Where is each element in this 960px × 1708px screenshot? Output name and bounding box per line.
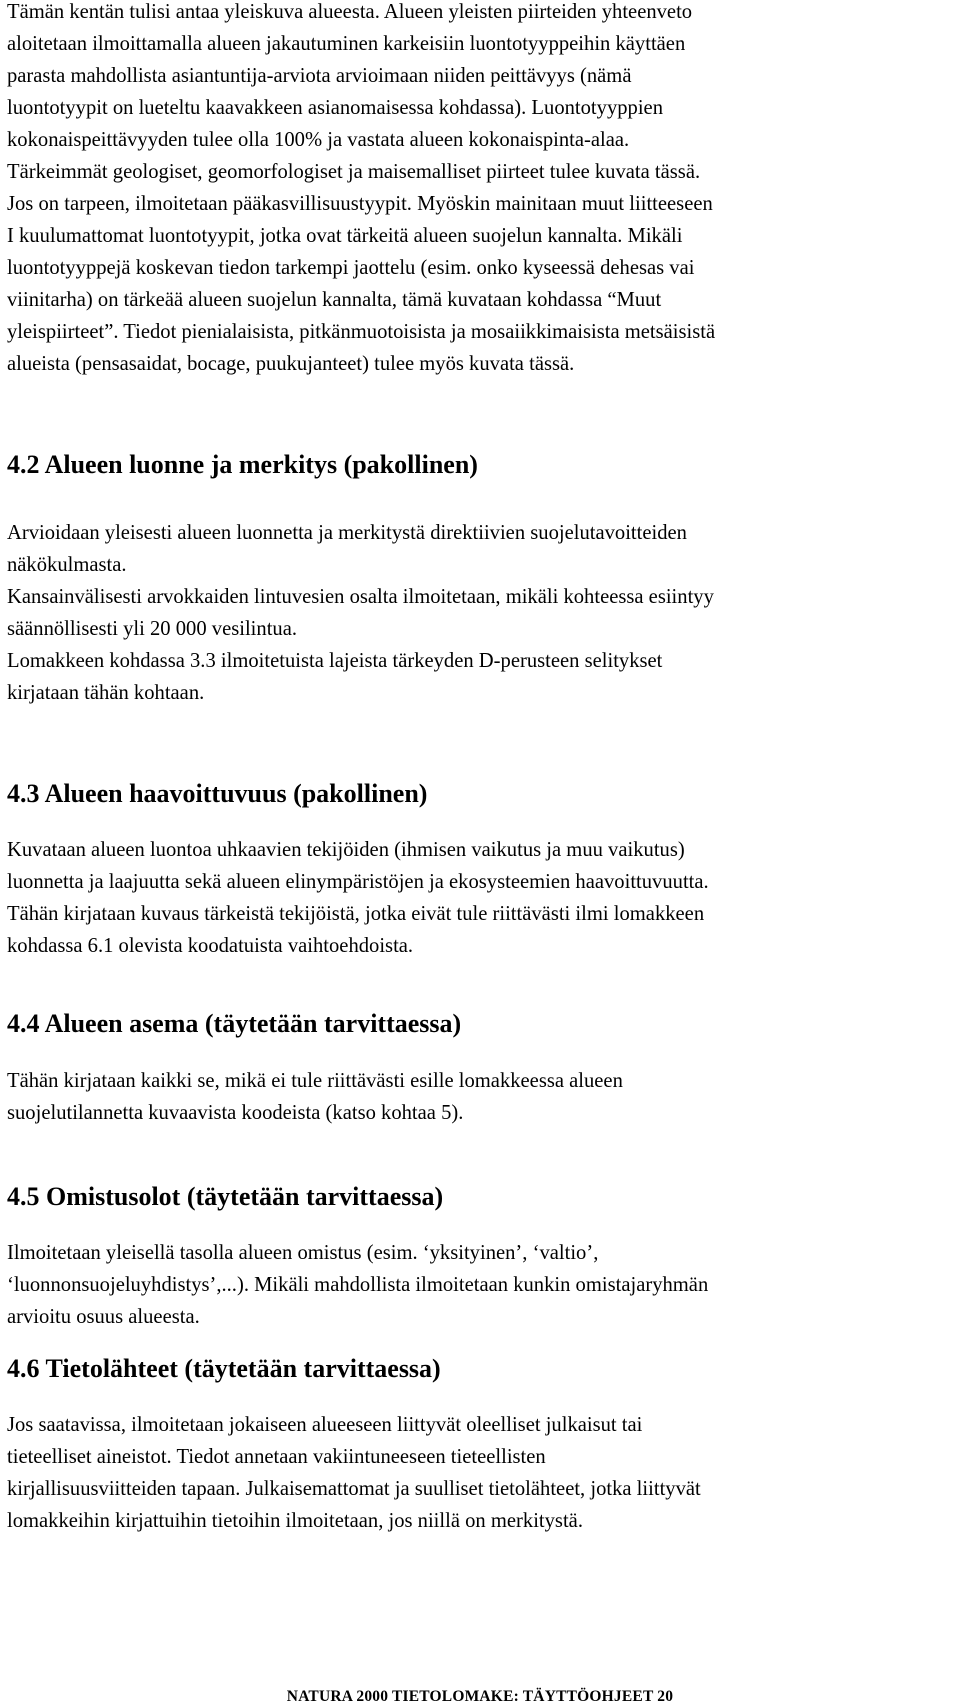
text-line: Tähän kirjataan kaikki se, mikä ei tule riittävästi esille lomakkeessa alueen bbox=[7, 1070, 623, 1092]
text-line: alueista (pensasaidat, bocage, puukujanteet) tulee myös kuvata tässä. bbox=[7, 353, 575, 375]
section-4-3-body bbox=[7, 834, 952, 962]
text-line: suojelutilannetta kuvaavista koodeista (katso kohtaa 5). bbox=[7, 1102, 464, 1124]
text-line: lomakkeihin kirjattuihin tietoihin ilmoitetaan, jos niillä on merkitystä. bbox=[7, 1510, 583, 1532]
text-line: I kuulumattomat luontotyypit, jotka ovat tärkeitä alueen suojelun kannalta. Mikäli bbox=[7, 225, 683, 247]
text-line: Jos saatavissa, ilmoitetaan jokaiseen alueeseen liittyvät oleelliset julkaisut tai bbox=[7, 1414, 643, 1436]
text-line: säännöllisesti yli 20 000 vesilintua. bbox=[7, 618, 298, 640]
document-page bbox=[7, 0, 952, 1537]
text-line: Kansainvälisesti arvokkaiden lintuvesien osalta ilmoitetaan, mikäli kohteessa esiintyy bbox=[7, 586, 714, 608]
section-4-6-body bbox=[7, 1409, 952, 1537]
section-4-5-body bbox=[7, 1237, 952, 1333]
text-line: Lomakkeen kohdassa 3.3 ilmoitetuista lajeista tärkeyden D-perusteen selitykset bbox=[7, 650, 663, 672]
text-line: parasta mahdollista asiantuntija-arviota arvioimaan niiden peittävyys (nämä bbox=[7, 65, 632, 87]
text-line: Kuvataan alueen luontoa uhkaavien tekijöiden (ihmisen vaikutus ja muu vaikutus) bbox=[7, 839, 685, 861]
section-heading-4-2: 4.2 Alueen luonne ja merkitys (pakollinen) bbox=[7, 450, 478, 479]
text-line: luontotyypit on lueteltu kaavakkeen asianomaisessa kohdassa). Luontotyyppien bbox=[7, 97, 663, 119]
text-line: näkökulmasta. bbox=[7, 554, 127, 576]
text-line: kokonaispeittävyyden tulee olla 100% ja vastata alueen kokonaispinta-alaa. bbox=[7, 129, 630, 151]
text-line: Tämän kentän tulisi antaa yleiskuva alueesta. Alueen yleisten piirteiden yhteenveto bbox=[7, 1, 693, 23]
section-heading-4-3: 4.3 Alueen haavoittuvuus (pakollinen) bbox=[7, 779, 428, 808]
intro-paragraph bbox=[7, 0, 952, 380]
text-line: viinitarha) on tärkeää alueen suojelun kannalta, tämä kuvataan kohdassa “Muut bbox=[7, 289, 662, 311]
text-line: luonnetta ja laajuutta sekä alueen elinympäristöjen ja ekosysteemien haavoittuvuutta. bbox=[7, 871, 709, 893]
text-line: kirjataan tähän kohtaan. bbox=[7, 682, 205, 704]
text-line: kirjallisuusviitteiden tapaan. Julkaisemattomat ja suulliset tietolähteet, jotka liittyvät bbox=[7, 1478, 701, 1500]
section-heading-4-4: 4.4 Alueen asema (täytetään tarvittaessa) bbox=[7, 1009, 462, 1038]
text-line: Arvioidaan yleisesti alueen luonnetta ja merkitystä direktiivien suojelutavoitteiden bbox=[7, 522, 687, 544]
text-line: Tähän kirjataan kuvaus tärkeistä tekijöistä, jotka eivät tule riittävästi ilmi lomakkeen bbox=[7, 903, 705, 925]
text-line: Ilmoitetaan yleisellä tasolla alueen omistus (esim. ‘yksityinen’, ‘valtio’, bbox=[7, 1242, 599, 1264]
text-line: Tärkeimmät geologiset, geomorfologiset ja maisemalliset piirteet tulee kuvata tässä. bbox=[7, 161, 701, 183]
page-footer: NATURA 2000 TIETOLOMAKE: TÄYTTÖOHJEET 20 bbox=[286, 1688, 674, 1705]
text-line: tieteelliset aineistot. Tiedot annetaan vakiintuneeseen tieteellisten bbox=[7, 1446, 546, 1468]
section-heading-4-5: 4.5 Omistusolot (täytetään tarvittaessa) bbox=[7, 1182, 444, 1211]
text-line: ‘luonnonsuojeluyhdistys’,...). Mikäli mahdollista ilmoitetaan kunkin omistajaryhmän bbox=[7, 1274, 709, 1296]
section-4-2-body bbox=[7, 517, 952, 709]
text-line: luontotyyppejä koskevan tiedon tarkempi jaottelu (esim. onko kyseessä dehesas vai bbox=[7, 257, 695, 279]
section-4-4-body bbox=[7, 1065, 952, 1129]
text-line: Jos on tarpeen, ilmoitetaan pääkasvillisuustyypit. Myöskin mainitaan muut liitteeseen bbox=[7, 193, 713, 215]
text-line: kohdassa 6.1 olevista koodatuista vaihtoehdoista. bbox=[7, 935, 414, 957]
text-line: yleispiirteet”. Tiedot pienialaisista, pitkänmuotoisista ja mosaiikkimaisista metsäisistä bbox=[7, 321, 716, 343]
text-line: arvioitu osuus alueesta. bbox=[7, 1306, 200, 1328]
text-line: aloitetaan ilmoittamalla alueen jakautuminen karkeisiin luontotyyppeihin käyttäen bbox=[7, 33, 686, 55]
section-heading-4-6: 4.6 Tietolähteet (täytetään tarvittaessa) bbox=[7, 1354, 441, 1383]
